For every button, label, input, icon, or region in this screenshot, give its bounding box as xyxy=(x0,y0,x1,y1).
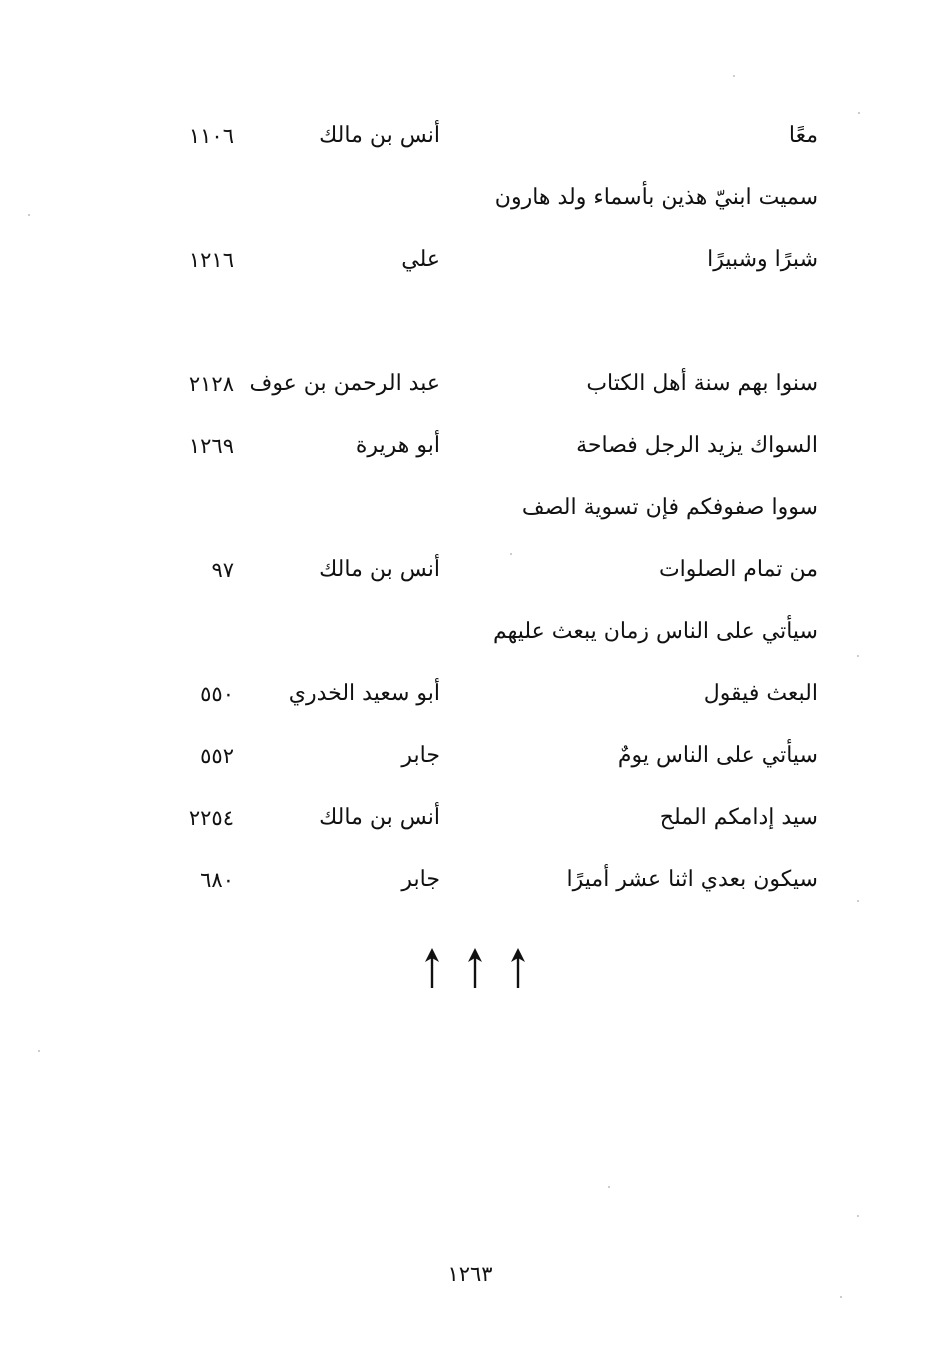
arrow-up-icon xyxy=(463,946,487,994)
index-entry xyxy=(0,725,940,787)
entry-number xyxy=(172,477,234,539)
page-number: ١٢٦٣ xyxy=(447,1262,493,1286)
entry-text: شبرًا وشبيرًا xyxy=(707,247,818,272)
entry-number: ٥٥٢ xyxy=(200,744,234,768)
entry-number xyxy=(172,167,234,229)
entry-number: ٢٢٥٤ xyxy=(188,806,234,830)
index-entries xyxy=(0,105,940,911)
entry-narrator: علي xyxy=(401,247,440,272)
entry-text: من تمام الصلوات xyxy=(658,557,818,582)
entry-text: سيأتي على الناس زمان يبعث عليهم xyxy=(492,619,818,644)
index-entry xyxy=(0,849,940,911)
entry-text: سنوا بهم سنة أهل الكتاب xyxy=(586,371,818,396)
index-entry xyxy=(0,477,940,539)
entry-text: سووا صفوفكم فإن تسوية الصف xyxy=(521,495,818,520)
entry-text: السواك يزيد الرجل فصاحة xyxy=(576,433,818,458)
entry-text: معًا xyxy=(788,123,818,148)
entry-narrator: عبد الرحمن بن عوف xyxy=(249,371,440,396)
entry-number: ٩٧ xyxy=(211,558,234,582)
entry-number: ٦٨٠ xyxy=(200,868,234,892)
arrow-up-icon xyxy=(420,946,444,994)
entry-number: ١١٠٦ xyxy=(188,124,234,148)
index-entry xyxy=(0,539,940,601)
entry-text: البعث فيقول xyxy=(703,681,818,706)
entry-number: ٥٥٠ xyxy=(200,682,234,706)
arrow-up-icon xyxy=(506,946,530,994)
entry-narrator: أنس بن مالك xyxy=(319,557,440,582)
entry-narrator: جابر xyxy=(401,867,440,892)
entry-number: ١٢٦٩ xyxy=(188,434,234,458)
entry-text: سيكون بعدي اثنا عشر أميرًا xyxy=(566,867,818,892)
entry-number: ١٢١٦ xyxy=(188,248,234,272)
entry-number: ٢١٢٨ xyxy=(188,372,234,396)
index-entry xyxy=(0,601,940,663)
entry-number xyxy=(172,601,234,663)
entry-narrator: أنس بن مالك xyxy=(319,805,440,830)
entry-text: سميت ابنيّ هذين بأسماء ولد هارون xyxy=(494,185,818,210)
entry-narrator: أبو سعيد الخدري xyxy=(288,681,440,706)
index-entry xyxy=(0,663,940,725)
section-end-ornament xyxy=(420,946,530,996)
index-entry xyxy=(0,415,940,477)
index-entry xyxy=(0,787,940,849)
index-entry xyxy=(0,229,940,291)
entry-narrator: جابر xyxy=(401,743,440,768)
index-entry xyxy=(0,105,940,167)
entry-text: سيد إدامكم الملح xyxy=(659,805,818,830)
entry-narrator: أنس بن مالك xyxy=(319,123,440,148)
entry-narrator: أبو هريرة xyxy=(355,433,440,458)
index-entry xyxy=(0,353,940,415)
entry-text: سيأتي على الناس يومٌ xyxy=(617,743,818,768)
index-entry xyxy=(0,167,940,229)
